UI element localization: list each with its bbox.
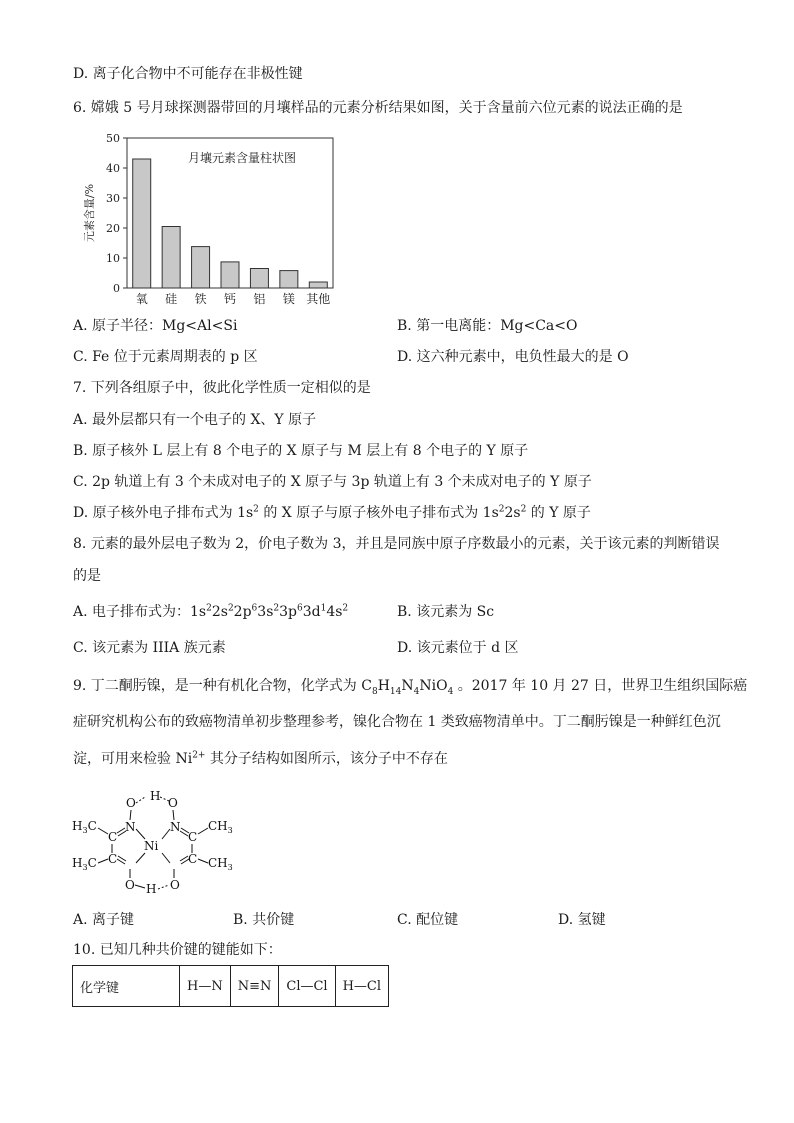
atom-h: H bbox=[150, 789, 161, 803]
bar bbox=[280, 271, 298, 288]
q9-option-c: C. 配位键 bbox=[397, 912, 459, 928]
q9-option-b: B. 共价键 bbox=[233, 912, 295, 928]
q9-option-d: D. 氢键 bbox=[558, 912, 606, 928]
q6-stem: 6. 嫦娥 5 号月球探测器带回的月壤样品的元素分析结果如图，关于含量前六位元素的说法正确的是 bbox=[73, 100, 683, 116]
q6-option-c: C. Fe 位于元素周期表的 p 区 bbox=[73, 349, 258, 365]
x-tick-label: 镁 bbox=[282, 292, 295, 306]
q8-stem-line1: 8. 元素的最外层电子数为 2，价电子数为 3，并且是同族中原子序数最小的元素，关于该元素的判断错误 bbox=[73, 536, 720, 552]
atom-c: C bbox=[188, 830, 198, 844]
atom-o: O bbox=[125, 878, 135, 892]
q7-option-d: D. 原子核外电子排布式为 $1s^2$ 的 X 原子与原子核外电子排布式为 $1s^22s^2$ 的 Y 原子 bbox=[73, 504, 591, 521]
methyl-left-top: $H_3C$ bbox=[72, 819, 97, 835]
q6-option-d: D. 这六种元素中，电负性最大的是 O bbox=[397, 349, 629, 365]
x-tick-label: 钙 bbox=[223, 292, 237, 306]
q7-option-c: C. 2p 轨道上有 3 个未成对电子的 X 原子与 3p 轨道上有 3 个未成对电子的 Y 原子 bbox=[73, 474, 592, 490]
y-tick-label: 20 bbox=[106, 222, 120, 235]
y-axis-ticks bbox=[106, 132, 127, 295]
q8-stem-line2: 的是 bbox=[73, 568, 101, 584]
q7-option-a: A. 最外层都只有一个电子的 X、Y 原子 bbox=[73, 412, 317, 428]
methyl-right-bottom: $CH_3$ bbox=[208, 856, 233, 872]
atom-ni: Ni bbox=[144, 839, 159, 853]
y-tick-label: 40 bbox=[106, 162, 120, 175]
x-tick-label: 硅 bbox=[165, 292, 178, 306]
atom-o: O bbox=[170, 878, 180, 892]
chart-ylabel: 元素含量/% bbox=[83, 183, 96, 243]
q9-stem-line3: 淀，可用来检验 $Ni^{2+}$ 其分子结构如图所示，该分子中不存在 bbox=[73, 750, 448, 767]
q9-option-a: A. 离子键 bbox=[73, 912, 135, 928]
nickel-dimethylglyoxime-structure bbox=[70, 785, 250, 900]
bond-energy-table bbox=[72, 965, 389, 1007]
table-cell: H—Cl bbox=[335, 966, 388, 1007]
x-axis-labels bbox=[136, 291, 331, 306]
bar bbox=[133, 159, 151, 288]
bar-chart bbox=[80, 128, 340, 308]
q9-stem-line1: 9. 丁二酮肟镍，是一种有机化合物，化学式为 $C_8H_{14}N_4NiO_4$ 。2017 年 10 月 27 日，世界卫生组织国际癌 bbox=[73, 678, 748, 697]
q7-option-b: B. 原子核外 L 层上有 8 个电子的 X 原子与 M 层上有 8 个电子的 Y 原子 bbox=[73, 443, 529, 459]
table-header-cell: 化学键 bbox=[73, 966, 180, 1007]
y-tick-label: 0 bbox=[113, 282, 120, 295]
q10-stem: 10. 已知几种共价键的键能如下： bbox=[73, 942, 282, 958]
q8-option-d: D. 该元素位于 d 区 bbox=[397, 640, 519, 656]
atom-n: N bbox=[170, 820, 181, 834]
atom-c: C bbox=[108, 830, 118, 844]
atom-o: O bbox=[126, 796, 136, 810]
y-tick-label: 50 bbox=[106, 132, 120, 145]
q6-option-a: A. 原子半径：Mg<Al<Si bbox=[73, 318, 238, 334]
table-cell: Cl—Cl bbox=[279, 966, 335, 1007]
table-cell: N≡N bbox=[230, 966, 279, 1007]
q6-option-b: B. 第一电离能：Mg<Ca<O bbox=[397, 318, 578, 334]
bar bbox=[250, 269, 268, 289]
q8-option-b: B. 该元素为 Sc bbox=[397, 604, 495, 620]
chart-title: 月壤元素含量柱状图 bbox=[187, 151, 297, 165]
q7-stem: 7. 下列各组原子中，彼此化学性质一定相似的是 bbox=[73, 380, 371, 396]
bar bbox=[309, 282, 327, 288]
atom-h: H bbox=[146, 882, 157, 896]
methyl-left-bottom: $H_3C$ bbox=[72, 856, 97, 872]
x-tick-label: 其他 bbox=[306, 292, 331, 306]
table-row bbox=[73, 966, 389, 1007]
q8-option-a: A. 电子排布式为：$1s^22s^22p^63s^23p^63d^14s^2$ bbox=[73, 603, 349, 620]
bar bbox=[192, 247, 210, 288]
q8-option-c: C. 该元素为 IIIA 族元素 bbox=[73, 640, 226, 656]
atom-c: C bbox=[108, 852, 118, 866]
q9-stem-line2: 症研究机构公布的致癌物清单初步整理参考，镍化合物在 1 类致癌物清单中。丁二酮肟镍是一种鲜红色沉 bbox=[73, 714, 721, 730]
table-cell: H—N bbox=[180, 966, 231, 1007]
x-tick-label: 铁 bbox=[194, 292, 207, 306]
bars bbox=[133, 159, 328, 288]
x-tick-label: 氧 bbox=[135, 292, 148, 306]
atom-n: N bbox=[125, 820, 136, 834]
x-tick-label: 铝 bbox=[253, 292, 266, 306]
q5-option-d: D. 离子化合物中不可能存在非极性键 bbox=[73, 66, 303, 82]
bar bbox=[162, 227, 180, 289]
atom-o: O bbox=[168, 796, 178, 810]
y-tick-label: 30 bbox=[106, 192, 120, 205]
bar bbox=[221, 262, 239, 288]
atom-c: C bbox=[188, 852, 198, 866]
y-tick-label: 10 bbox=[106, 252, 120, 265]
methyl-right-top: $CH_3$ bbox=[208, 819, 233, 835]
